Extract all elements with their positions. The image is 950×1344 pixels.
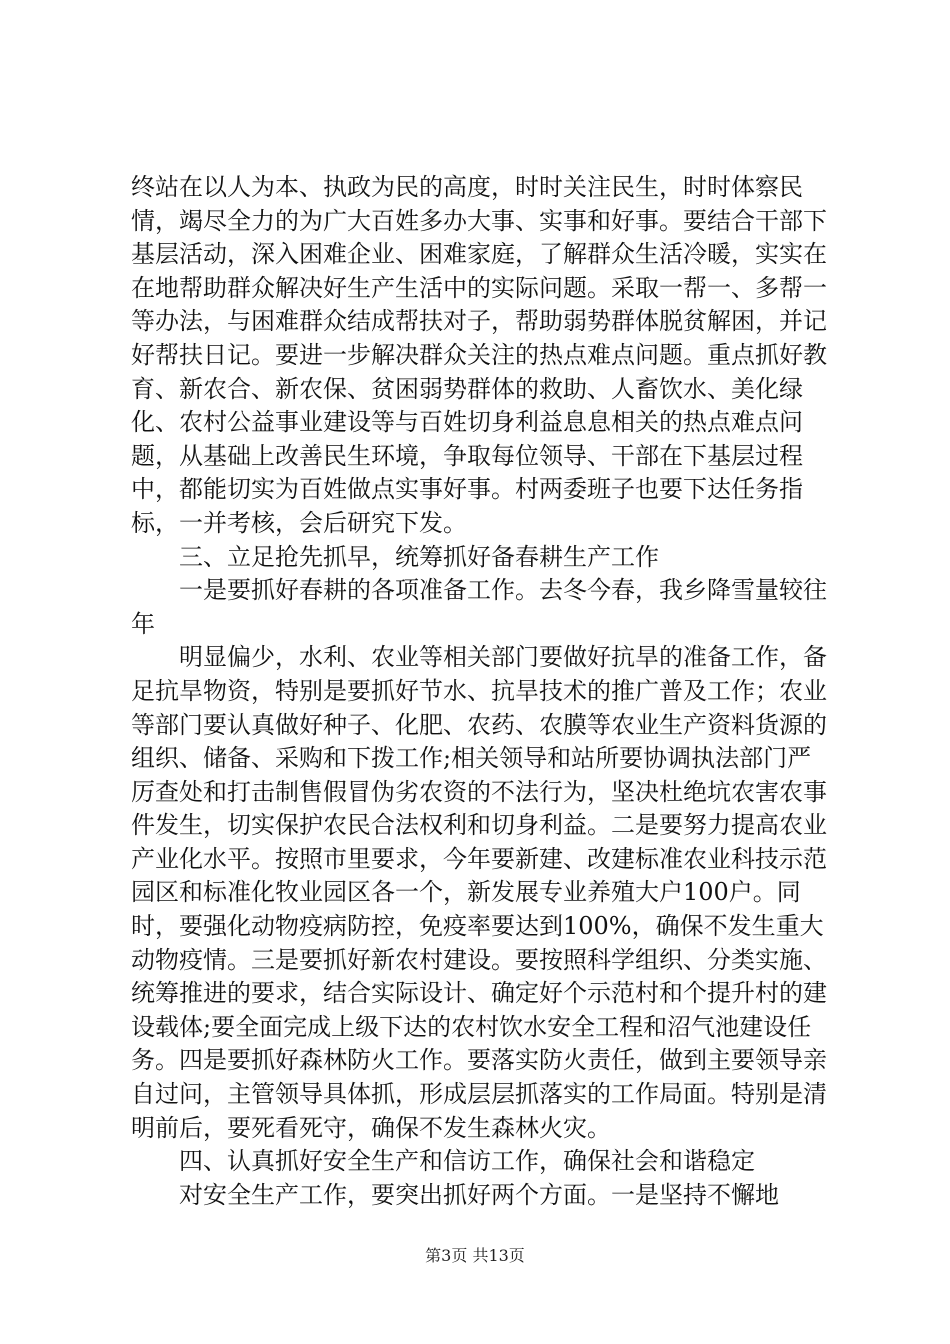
paragraph-continuation: 终站在以人为本、执政为民的高度，时时关注民生，时时体察民情，竭尽全力的为广大百姓多办大事、实事和好事。要结合干部下基层活动，深入困难企业、困难家庭，了解群众生活冷暖，实实在在地帮助群众解决好生产生活中的实际问题。采取一帮一、多帮一等办法，与困难群众结成帮扶对子，帮助弱势群体脱贫解困，并记好帮扶日记。要进一步解决群众关注的热点难点问题。重点抓好教育、新农合、新农保、贫困弱势群体的救助、人畜饮水、美化绿化、农村公益事业建设等与百姓切身利益息息相关的热点难点问题，从基础上改善民生环境，争取每位领导、干部在下基层过程中，都能切实为百姓做点实事好事。村两委班子也要下达任务指标，一并考核，会后研究下发。 bbox=[131, 173, 827, 537]
paragraph-spring-prep: 一是要抓好春耕的各项准备工作。去冬今春，我乡降雪量较往年 bbox=[131, 576, 827, 638]
section-heading-4: 四、认真抓好安全生产和信访工作，确保社会和谐稳定 bbox=[179, 1147, 755, 1176]
document-body bbox=[131, 171, 831, 1212]
section-heading-3: 三、立足抢先抓早，统筹抓好备春耕生产工作 bbox=[179, 542, 659, 571]
paragraph-agriculture: 明显偏少，水利、农业等相关部门要做好抗旱的准备工作，备足抗旱物资，特别是要抓好节水、抗旱技术的推广普及工作；农业等部门要认真做好种子、化肥、农药、农膜等农业生产资料货源的组织、储备、采购和下拨工作;相关领导和站所要协调执法部门严厉查处和打击制售假冒伪劣农资的不法行为，坚决杜绝坑农害农事件发生，切实保护农民合法权利和切身利益。二是要努力提高农业产业化水平。按照市里要求，今年要新建、改建标准农业科技示范园区和标准化牧业园区各一个，新发展专业养殖大户100户。同时，要强化动物疫病防控，免疫率要达到100%，确保不发生重大动物疫情。三是要抓好新农村建设。要按照科学组织、分类实施、统筹推进的要求，结合实际设计、确定好个示范村和个提升村的建设载体;要全面完成上级下达的农村饮水安全工程和沼气池建设任务。四是要抓好森林防火工作。要落实防火责任，做到主要领导亲自过问，主管领导具体抓，形成层层抓落实的工作局面。特别是清明前后，要死看死守，确保不发生森林火灾。 bbox=[131, 643, 827, 1142]
paragraph-safety: 对安全生产工作，要突出抓好两个方面。一是坚持不懈地 bbox=[179, 1180, 779, 1209]
page-number-footer: 第3页 共13页 bbox=[425, 1246, 525, 1265]
